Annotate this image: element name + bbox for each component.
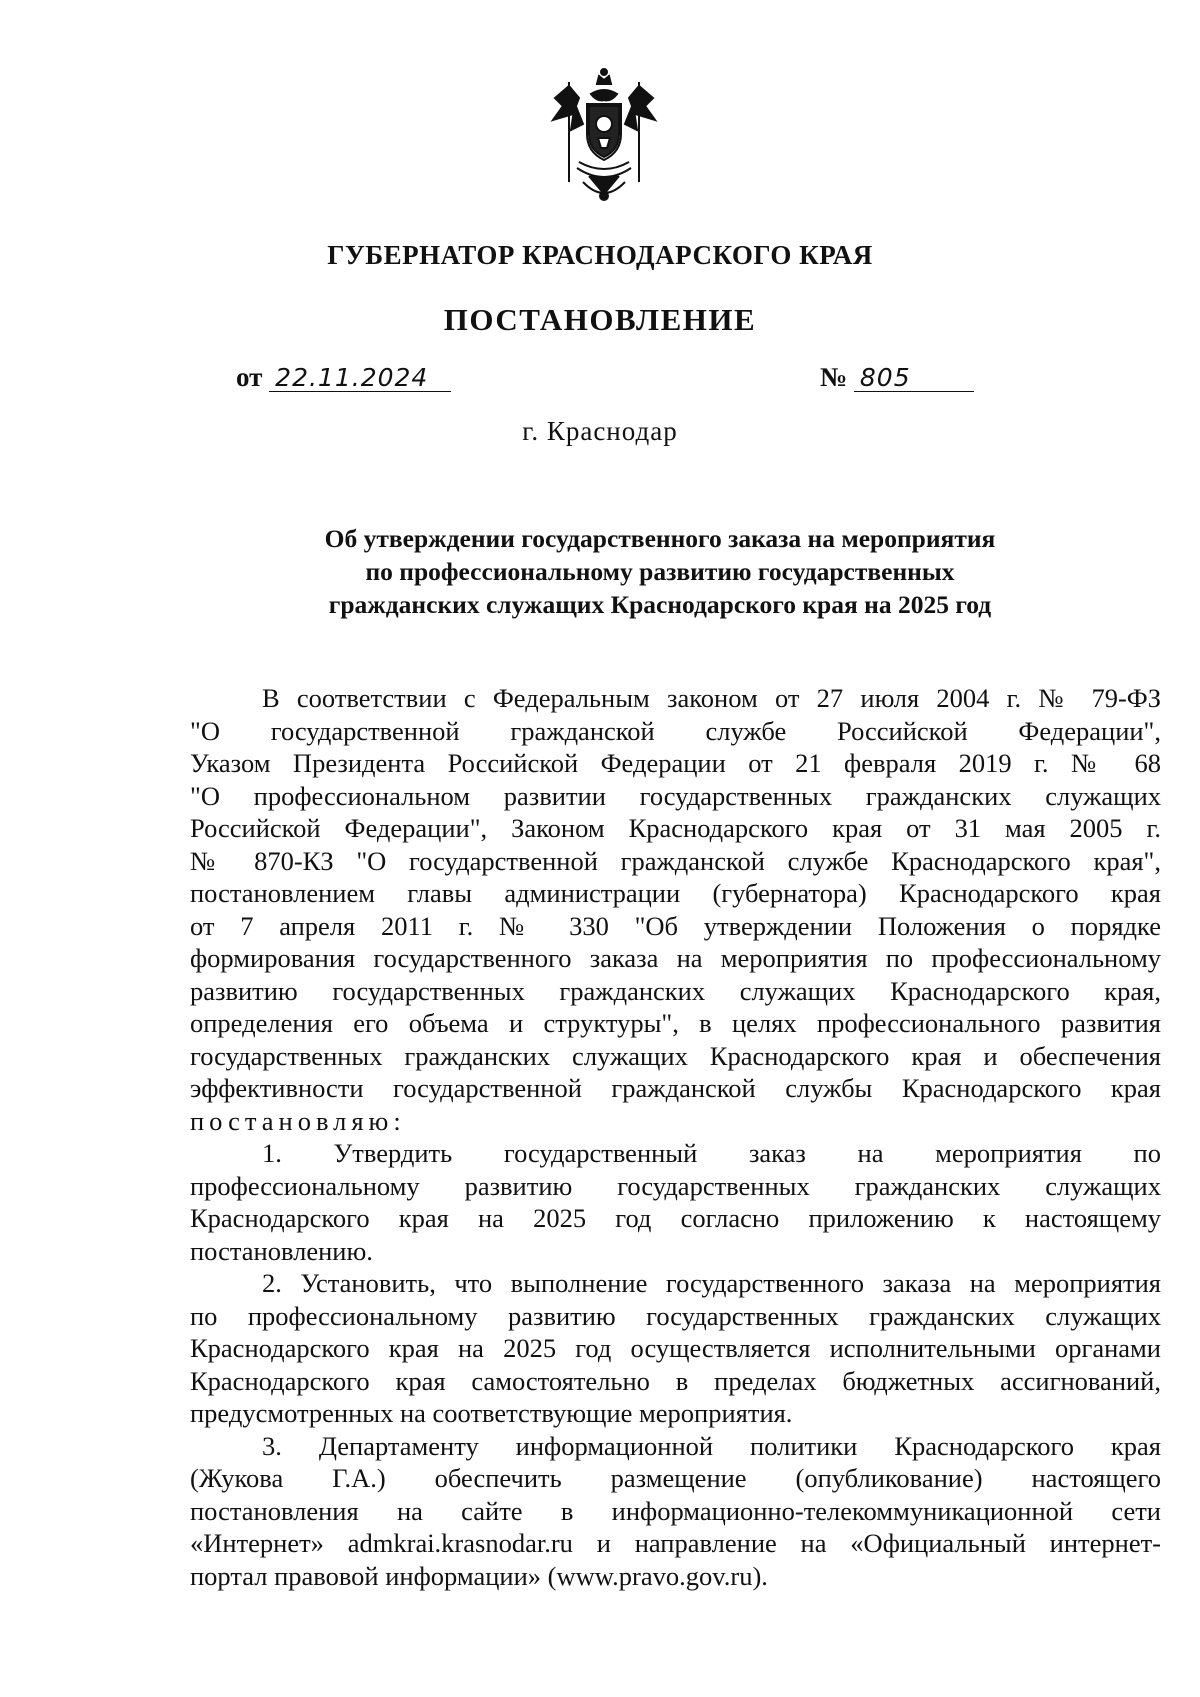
body-line: "О профессиональном развитии государственных гражданских служащих <box>190 780 1161 811</box>
clause-3-line: (Жукова Г.А.) обеспечить размещение (опубликование) настоящего <box>190 1463 1161 1493</box>
document-body <box>190 682 1161 1592</box>
number-prefix: № <box>820 362 848 392</box>
clause-2-line: Краснодарского края на 2025 год осуществляется исполнительными органами <box>190 1333 1161 1363</box>
body-line: развитию государственных гражданских служащих Краснодарского края, <box>190 975 1161 1006</box>
issuing-authority: ГУБЕРНАТОР КРАСНОДАРСКОГО КРАЯ <box>327 240 873 270</box>
clause-1-line: Краснодарского края на 2025 год согласно приложению к настоящему <box>190 1203 1161 1233</box>
clause-2-line: 2. Установить, что выполнение государственного заказа на мероприятия <box>262 1268 1161 1298</box>
clause-2-line: предусмотренных на соответствующие мероприятия. <box>190 1398 793 1428</box>
clause-1-line: постановлению. <box>190 1235 373 1266</box>
body-line: от 7 апреля 2011 г. № 330 "Об утверждении Положения о порядке <box>190 910 1161 941</box>
handwritten-date: 22.11.2024 <box>269 365 451 392</box>
handwritten-number: 805 <box>854 365 974 392</box>
body-line: эффективности государственной гражданской службы Краснодарского края <box>190 1073 1161 1103</box>
body-line: В соответствии с Федеральным законом от 27 июля 2004 г. № 79-ФЗ <box>262 683 1161 713</box>
body-line: государственных гражданских служащих Краснодарского края и обеспечения <box>190 1040 1161 1071</box>
title-line: Об утверждении государственного заказа на мероприятия <box>324 524 996 553</box>
issue-city: г. Краснодар <box>522 416 678 446</box>
body-line: Российской Федерации", Законом Краснодарского края от 31 мая 2005 г. <box>190 813 1161 843</box>
title-line: по профессиональному развитию государственных <box>365 557 955 586</box>
body-line: постановлением главы администрации (губернатора) Краснодарского края <box>190 878 1161 908</box>
body-line: № 870-КЗ "О государственной гражданской службе Краснодарского края", <box>190 845 1161 876</box>
body-line: "О государственной гражданской службе Российской Федерации", <box>190 715 1161 746</box>
clause-3-line: «Интернет» admkrai.krasnodar.ru и направление на «Официальный интернет- <box>190 1528 1161 1558</box>
clause-3-line: постановления на сайте в информационно-телекоммуникационной сети <box>190 1495 1161 1526</box>
title-line: гражданских служащих Краснодарского края на 2025 год <box>328 590 992 619</box>
body-line: определения его объема и структуры", в целях профессионального развития <box>190 1008 1161 1038</box>
clause-1-line: профессиональному развитию государственных гражданских служащих <box>190 1170 1161 1201</box>
clause-1-line: 1. Утвердить государственный заказ на мероприятия по <box>262 1138 1161 1168</box>
decree-word: постановляю: <box>190 1105 406 1136</box>
body-line: формирования государственного заказа на мероприятия по профессиональному <box>190 943 1161 973</box>
document-number <box>820 362 974 393</box>
document-title <box>280 522 1040 621</box>
body-line: Указом Президента Российской Федерации от 21 февраля 2019 г. № 68 <box>190 748 1161 778</box>
clause-3-line: 3. Департаменту информационной политики Краснодарского края <box>262 1430 1161 1461</box>
clause-2-line: Краснодарского края самостоятельно в пределах бюджетных ассигнований, <box>190 1365 1161 1396</box>
date-prefix: от <box>236 362 263 392</box>
krasnodar-coat-of-arms-icon <box>549 64 659 206</box>
document-type: ПОСТАНОВЛЕНИЕ <box>443 302 757 337</box>
clause-3-line: портал правовой информации» (www.pravo.gov.ru). <box>190 1560 768 1591</box>
document-date <box>236 362 451 393</box>
clause-2-line: по профессиональному развитию государственных гражданских служащих <box>190 1300 1161 1331</box>
